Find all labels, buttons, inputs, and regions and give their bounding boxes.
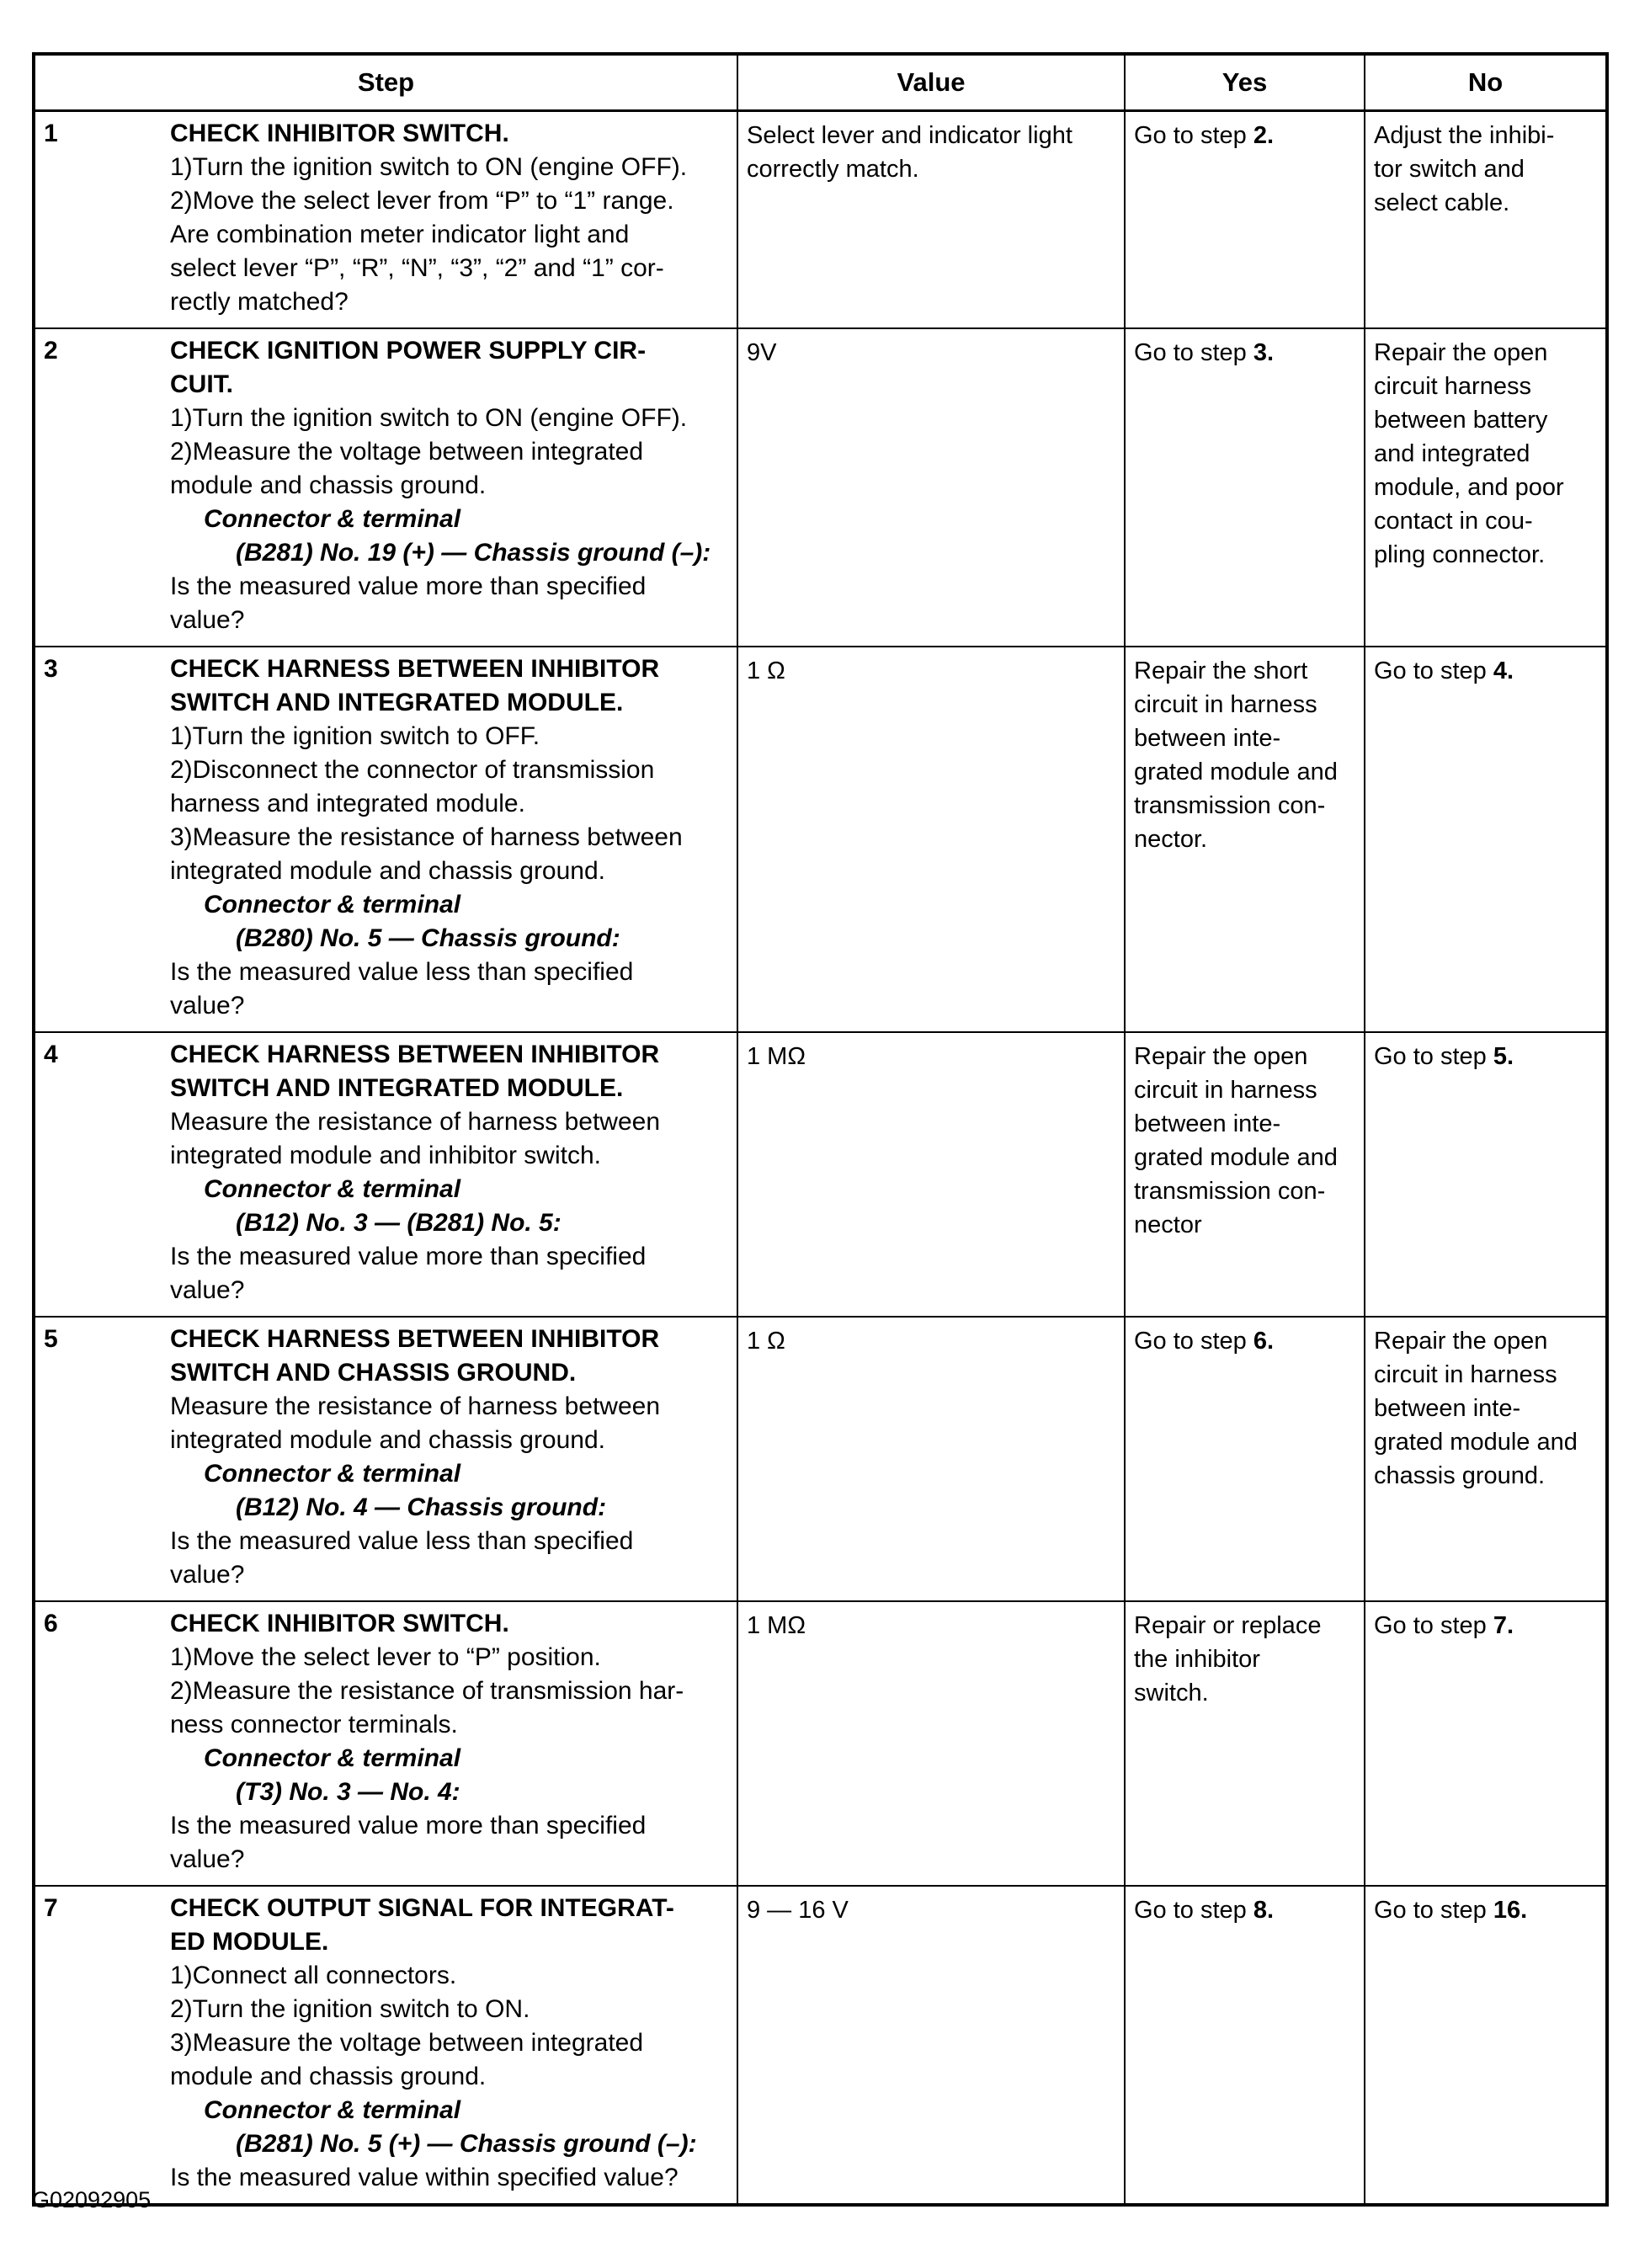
step-line: Are combination meter indicator light and [170,221,630,248]
step-number: 1 [44,120,58,147]
step-content [170,117,725,319]
table-row [35,112,1605,327]
yes-cell [1124,1602,1364,1885]
step-line: CHECK INHIBITOR SWITCH. [170,1610,509,1637]
step-content [170,1323,725,1592]
step-line: Connector & terminal [204,1175,461,1203]
yes-line: between inte- [1134,725,1281,752]
yes-line: Go to step 6. [1134,1328,1275,1355]
yes-line: switch. [1134,1680,1209,1706]
step-line: integrated module and chassis ground. [170,1426,606,1454]
no-line: circuit in harness [1374,1361,1557,1388]
step-line: CHECK HARNESS BETWEEN INHIBITOR [170,1325,660,1353]
step-line: integrated module and chassis ground. [170,857,606,885]
value-line: 9V [747,339,777,366]
table-body [35,112,1605,2203]
yes-line: the inhibitor [1134,1646,1260,1673]
value-cell [737,112,1124,327]
step-content [170,1892,725,2195]
no-cell [1364,1318,1605,1600]
table-row [35,1885,1605,2203]
step-line: 1)Move the select lever to “P” position. [170,1643,601,1671]
step-line: 1)Connect all connectors. [170,1962,457,1989]
step-line: Is the measured value more than specified [170,572,647,600]
step-line: rectly matched? [170,288,349,316]
step-line: CHECK OUTPUT SIGNAL FOR INTEGRAT- [170,1894,674,1922]
step-line: ness connector terminals. [170,1711,458,1738]
no-line: tor switch and [1374,156,1525,183]
yes-line: circuit in harness [1134,691,1317,718]
value-line: 1 Ω [747,1328,785,1355]
step-line: value? [170,606,245,634]
yes-line: circuit in harness [1134,1077,1317,1104]
value-cell [737,647,1124,1031]
yes-line: grated module and [1134,1144,1338,1171]
step-line: select lever “P”, “R”, “N”, “3”, “2” and “1” cor- [170,254,664,282]
no-cell [1364,112,1605,327]
step-number: 4 [44,1041,58,1068]
table-row [35,646,1605,1031]
no-line: Go to step 16. [1374,1897,1528,1924]
yes-line: Go to step 2. [1134,122,1275,149]
step-line: Is the measured value within specified value? [170,2164,679,2191]
step-cell [35,647,737,1031]
table-row [35,1316,1605,1600]
yes-line: grated module and [1134,759,1338,785]
header-cell-no: No [1364,56,1605,109]
step-line: (B281) No. 5 (+) — Chassis ground (–): [236,2130,697,2158]
step-line: Measure the resistance of harness between [170,1392,660,1420]
step-cell [35,329,737,646]
no-cell [1364,1887,1605,2203]
step-number: 2 [44,337,58,365]
step-cell [35,112,737,327]
value-line: 1 Ω [747,658,785,684]
yes-cell [1124,112,1364,327]
table-header-row [35,56,1605,112]
header-cell-yes: Yes [1124,56,1364,109]
step-line: SWITCH AND CHASSIS GROUND. [170,1359,577,1387]
step-line: 2)Disconnect the connector of transmission [170,756,655,784]
step-line: 1)Turn the ignition switch to ON (engine OFF). [170,404,688,432]
no-line: contact in cou- [1374,508,1533,535]
yes-cell [1124,647,1364,1031]
step-line: CHECK HARNESS BETWEEN INHIBITOR [170,1041,660,1068]
no-line: grated module and [1374,1429,1578,1456]
yes-line: transmission con- [1134,792,1326,819]
no-line: and integrated [1374,440,1530,467]
step-line: CUIT. [170,370,233,398]
step-content [170,1038,725,1307]
step-line: module and chassis ground. [170,2063,487,2090]
step-line: Is the measured value more than specified [170,1812,647,1839]
header-cell-step: Step [357,67,415,97]
yes-cell [1124,1887,1364,2203]
step-number: 3 [44,655,58,683]
no-line: between inte- [1374,1395,1521,1422]
step-line: Is the measured value less than specified [170,958,634,986]
step-content [170,334,725,637]
yes-line: transmission con- [1134,1178,1326,1205]
step-number: 6 [44,1610,58,1637]
yes-cell [1124,1318,1364,1600]
value-line: 1 MΩ [747,1043,806,1070]
no-line: Go to step 4. [1374,658,1514,684]
no-cell [1364,647,1605,1031]
step-line: 3)Measure the voltage between integrated [170,2029,644,2057]
header-cell-value: Value [737,56,1124,109]
step-line: Connector & terminal [204,1460,461,1488]
no-line: Repair the open [1374,1328,1548,1355]
yes-line: Go to step 8. [1134,1897,1275,1924]
no-line: pling connector. [1374,541,1546,568]
step-content [170,1607,725,1877]
value-cell [737,1318,1124,1600]
value-cell [737,1033,1124,1316]
no-cell [1364,1602,1605,1885]
yes-line: Repair or replace [1134,1612,1322,1639]
step-line: SWITCH AND INTEGRATED MODULE. [170,1074,624,1102]
table-row [35,1600,1605,1885]
no-line: module, and poor [1374,474,1564,501]
step-line: module and chassis ground. [170,471,487,499]
step-line: CHECK INHIBITOR SWITCH. [170,120,509,147]
value-cell [737,1887,1124,2203]
step-line: (B12) No. 4 — Chassis ground: [236,1493,607,1521]
value-cell [737,1602,1124,1885]
step-line: 2)Measure the voltage between integrated [170,438,644,466]
step-line: Connector & terminal [204,2096,461,2124]
step-line: Connector & terminal [204,891,461,918]
step-cell [35,1887,737,2203]
step-cell [35,1318,737,1600]
no-line: Go to step 7. [1374,1612,1514,1639]
no-cell [1364,1033,1605,1316]
no-line: Repair the open [1374,339,1548,366]
step-line: CHECK IGNITION POWER SUPPLY CIR- [170,337,647,365]
step-line: CHECK HARNESS BETWEEN INHIBITOR [170,655,660,683]
step-line: SWITCH AND INTEGRATED MODULE. [170,689,624,716]
value-line: Select lever and indicator light [747,122,1072,149]
step-line: (T3) No. 3 — No. 4: [236,1778,460,1806]
value-line: 9 — 16 V [747,1897,849,1924]
yes-line: between inte- [1134,1110,1281,1137]
step-line: ED MODULE. [170,1928,329,1956]
diagnostic-table [32,52,1609,2207]
step-line: value? [170,1276,245,1304]
yes-line: Repair the open [1134,1043,1308,1070]
step-line: value? [170,1561,245,1589]
step-line: 3)Measure the resistance of harness between [170,823,683,851]
value-line: correctly match. [747,156,919,183]
step-cell [35,1602,737,1885]
step-line: Is the measured value more than specified [170,1243,647,1270]
no-line: chassis ground. [1374,1462,1546,1489]
step-line: Measure the resistance of harness between [170,1108,660,1136]
step-number: 7 [44,1894,58,1922]
no-cell [1364,329,1605,646]
step-line: 2)Measure the resistance of transmission har- [170,1677,684,1705]
yes-cell [1124,329,1364,646]
step-line: value? [170,1845,245,1873]
step-line: Is the measured value less than specified [170,1527,634,1555]
step-content [170,652,725,1023]
step-line: integrated module and inhibitor switch. [170,1142,601,1169]
step-line: 1)Turn the ignition switch to ON (engine OFF). [170,153,688,181]
no-line: between battery [1374,407,1548,434]
step-line: harness and integrated module. [170,790,525,817]
value-line: 1 MΩ [747,1612,806,1639]
yes-line: nector. [1134,826,1208,853]
step-line: (B12) No. 3 — (B281) No. 5: [236,1209,562,1237]
no-line: Adjust the inhibi- [1374,122,1555,149]
step-line: (B280) No. 5 — Chassis ground: [236,924,620,952]
yes-cell [1124,1033,1364,1316]
yes-line: Go to step 3. [1134,339,1275,366]
no-line: select cable. [1374,189,1510,216]
no-line: circuit harness [1374,373,1531,400]
no-line: Go to step 5. [1374,1043,1514,1070]
value-cell [737,329,1124,646]
step-line: (B281) No. 19 (+) — Chassis ground (–): [236,539,711,567]
step-line: Connector & terminal [204,505,461,533]
figure-code: G02092905 [32,2187,152,2212]
table-row [35,327,1605,646]
table-row [35,1031,1605,1316]
step-line: Connector & terminal [204,1744,461,1772]
step-number: 5 [44,1325,58,1353]
step-cell [35,1033,737,1316]
step-line: 1)Turn the ignition switch to OFF. [170,722,540,750]
step-line: 2)Move the select lever from “P” to “1” range. [170,187,674,215]
step-line: 2)Turn the ignition switch to ON. [170,1995,530,2023]
yes-line: nector [1134,1211,1202,1238]
yes-line: Repair the short [1134,658,1308,684]
step-line: value? [170,992,245,1020]
